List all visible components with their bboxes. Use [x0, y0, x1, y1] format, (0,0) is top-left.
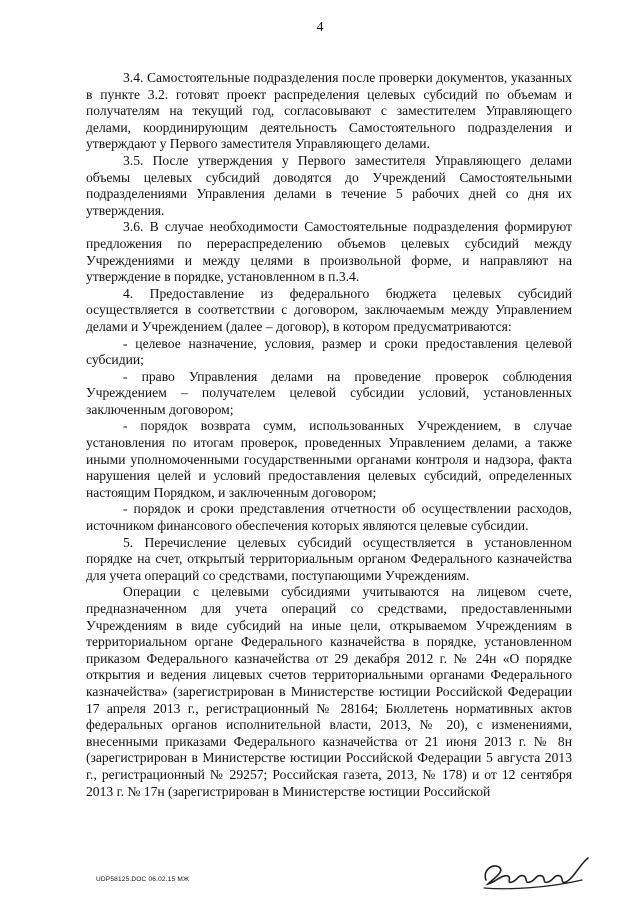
paragraph-3-6: 3.6. В случае необходимости Самостоятельные подразделения формируют предложения по перераспределению объемов целевых субсидий между Учреждениями и между целями в произвольной форме, и направляют на утверждение в порядке, установленном в п.3.4.	[86, 219, 572, 285]
list-item: - целевое назначение, условия, размер и сроки предоставления целевой субсидии;	[86, 335, 572, 368]
page-number: 4	[316, 20, 324, 35]
signature-icon	[478, 850, 596, 896]
list-item: - порядок возврата сумм, использованных Учреждением, в случае установления по итогам проверок, проведенных Управлением делами, а также иными уполномоченными государственными органами контроля и надзора, факта нарушения целей и условий предоставления целевых субсидий, определенных настоящим Порядком, и заключенным договором;	[86, 418, 572, 500]
paragraph-5: 5. Перечисление целевых субсидий осуществляется в установленном порядке на счет, открытый территориальным органом Федерального казначейства для учета операций со средствами, поступающими Учреждениям.	[86, 534, 572, 583]
paragraph-4: 4. Предоставление из федерального бюджета целевых субсидий осуществляется в соответствии с договором, заключаемым между Управлением делами и Учреждением (далее – договор), в котором предусматриваются:	[86, 285, 572, 334]
paragraph-operations: Операции с целевыми субсидиями учитываются на лицевом счете, предназначенном для учета операций со средствами, предоставленными Учреждениям в виде субсидий на иные цели, открываемом Учреждениям в территориальном органе Федерального казначейства в порядке, установленном приказом Федерального казначейства от 29 декабря 2012 г. № 24н «О порядке открытия и ведения лицевых счетов территориальными органами Федерального казначейства» (зарегистрирован в Министерстве юстиции Российской Федерации 17 апреля 2013 г., регистрационный № 28164; Бюллетень нормативных актов федеральных органов исполнительной власти, 2013, № 20), с изменениями, внесенными приказами Федерального казначейства от 21 июня 2013 г. № 8н (зарегистрирован в Министерстве юстиции Российской Федерации 5 августа 2013 г., регистрационный № 29257; Российская газета, 2013, № 178) и от 12 сентября 2013 г. № 17н (зарегистрирован в Министерстве юстиции Российской	[86, 584, 572, 799]
list-item: - порядок и сроки представления отчетности об осуществлении расходов, источником финансового обеспечения которых являются целевые субсидии.	[86, 501, 572, 534]
paragraph-3-4: 3.4. Самостоятельные подразделения после проверки документов, указанных в пункте 3.2. готовят проект распределения целевых субсидий по объемам и получателям на текущий год, согласовывают с заместителем Управляющего делами, координирующим деятельность Самостоятельного подразделения и утверждают у Первого заместителя Управляющего делами.	[86, 70, 572, 152]
list-item: - право Управления делами на проведение проверок соблюдения Учреждением – получателем целевой субсидии условий, установленных заключенным договором;	[86, 368, 572, 417]
paragraph-3-5: 3.5. После утверждения у Первого заместителя Управляющего делами объемы целевых субсидий доводятся до Учреждений Самостоятельными подразделениями Управления делами в течение 5 рабочих дней со дня их утверждения.	[86, 152, 572, 218]
footer-document-code: UDP58125.DOC 06.02.15 МЖ	[96, 876, 190, 883]
document-body	[86, 70, 572, 800]
